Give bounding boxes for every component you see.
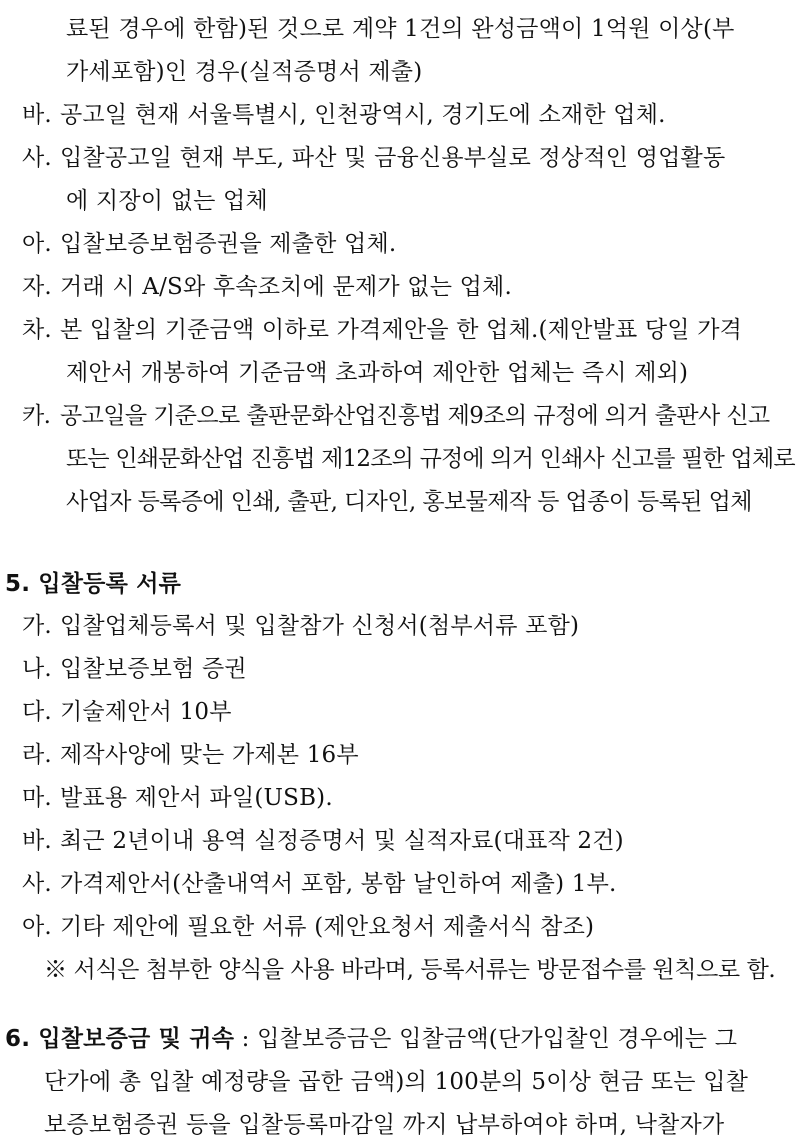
- list-item-text: 제작사양에 맞는 가제본 16부: [60, 742, 359, 768]
- list-item-label: 나.: [22, 656, 52, 682]
- list-item-cha-cont: 제안서 개봉하여 기준금액 초과하여 제안한 업체는 즉시 제외): [66, 360, 689, 386]
- list-item-sa: [22, 143, 725, 173]
- section-5-item-na: [22, 654, 247, 684]
- list-item-text: 본 입찰의 기준금액 이하로 가격제안을 한 업체.(제안발표 당일 가격: [60, 317, 743, 343]
- list-item-cha: [22, 315, 742, 345]
- list-item-text: 거래 시 A/S와 후속조치에 문제가 없는 업체.: [60, 274, 512, 300]
- section-6-heading: 6. 입찰보증금 및 귀속: [5, 1026, 235, 1052]
- list-item-text: 공고일을 기준으로 출판문화산업진흥법 제9조의 규정에 의거 출판사 신고: [60, 403, 770, 429]
- list-item-label: 카.: [22, 403, 51, 429]
- list-item-text: 입찰공고일 현재 부도, 파산 및 금융신용부실로 정상적인 영업활동: [60, 145, 726, 171]
- list-item-label: 차.: [22, 317, 52, 343]
- list-item-label: 아.: [22, 914, 52, 940]
- section-5-item-ma: [22, 783, 333, 813]
- list-item-label: 사.: [22, 145, 52, 171]
- section-5-item-ba: [22, 826, 624, 856]
- list-item-text: 발표용 제안서 파일(USB).: [60, 785, 333, 811]
- list-item-label: 바.: [22, 828, 52, 854]
- section-6-line-3: 보증보험증권 등을 입찰등록마감일 까지 납부하여야 하며, 낙찰자가: [44, 1112, 725, 1138]
- list-item-text: 최근 2년이내 용역 실정증명서 및 실적자료(대표작 2건): [60, 828, 624, 854]
- list-item-a: [22, 229, 396, 259]
- section-6-line-1: [5, 1024, 737, 1054]
- list-item-label: 라.: [22, 742, 52, 768]
- list-item-ba: [22, 100, 666, 130]
- list-item-ka: [22, 401, 770, 431]
- list-item-ka-cont-2: 사업자 등록증에 인쇄, 출판, 디자인, 홍보물제작 등 업종이 등록된 업체: [66, 489, 752, 515]
- list-item-text: 기타 제안에 필요한 서류 (제안요청서 제출서식 참조): [60, 914, 595, 940]
- section-5-item-sa: [22, 869, 617, 899]
- list-item-label: 바.: [22, 102, 52, 128]
- section-6-text: : 입찰보증금은 입찰금액(단가입찰인 경우에는 그: [234, 1026, 738, 1052]
- section-5-item-ra: [22, 740, 359, 770]
- list-item-text: 입찰보증보험 증권: [60, 656, 247, 682]
- list-item-text: 공고일 현재 서울특별시, 인천광역시, 경기도에 소재한 업체.: [60, 102, 666, 128]
- section-5-heading: 5. 입찰등록 서류: [5, 571, 182, 597]
- list-item-label: 가.: [22, 613, 52, 639]
- continuation-line-2: 가세포함)인 경우(실적증명서 제출): [66, 59, 423, 85]
- list-item-sa-cont: 에 지장이 없는 업체: [66, 188, 268, 214]
- list-item-ka-cont-1: 또는 인쇄문화산업 진흥법 제12조의 규정에 의거 인쇄사 신고를 필한 업체로: [66, 446, 795, 472]
- section-5-item-ga: [22, 611, 579, 641]
- list-item-text: 기술제안서 10부: [60, 699, 232, 725]
- section-6-line-2: 단가에 총 입찰 예정량을 곱한 금액)의 100분의 5이상 현금 또는 입찰: [44, 1069, 749, 1095]
- list-item-label: 사.: [22, 871, 52, 897]
- list-item-label: 자.: [22, 274, 52, 300]
- list-item-label: 마.: [22, 785, 52, 811]
- list-item-label: 다.: [22, 699, 52, 725]
- section-5-item-a: [22, 912, 594, 942]
- section-5-item-da: [22, 697, 232, 727]
- list-item-text: 입찰업체등록서 및 입찰참가 신청서(첨부서류 포함): [60, 613, 580, 639]
- list-item-ja: [22, 272, 512, 302]
- continuation-line-1: 료된 경우에 한함)된 것으로 계약 1건의 완성금액이 1억원 이상(부: [66, 16, 735, 42]
- list-item-text: 입찰보증보험증권을 제출한 업체.: [60, 231, 397, 257]
- list-item-label: 아.: [22, 231, 52, 257]
- section-5-note: ※ 서식은 첨부한 양식을 사용 바라며, 등록서류는 방문접수를 원칙으로 함.: [44, 957, 776, 983]
- list-item-text: 가격제안서(산출내역서 포함, 봉함 날인하여 제출) 1부.: [60, 871, 617, 897]
